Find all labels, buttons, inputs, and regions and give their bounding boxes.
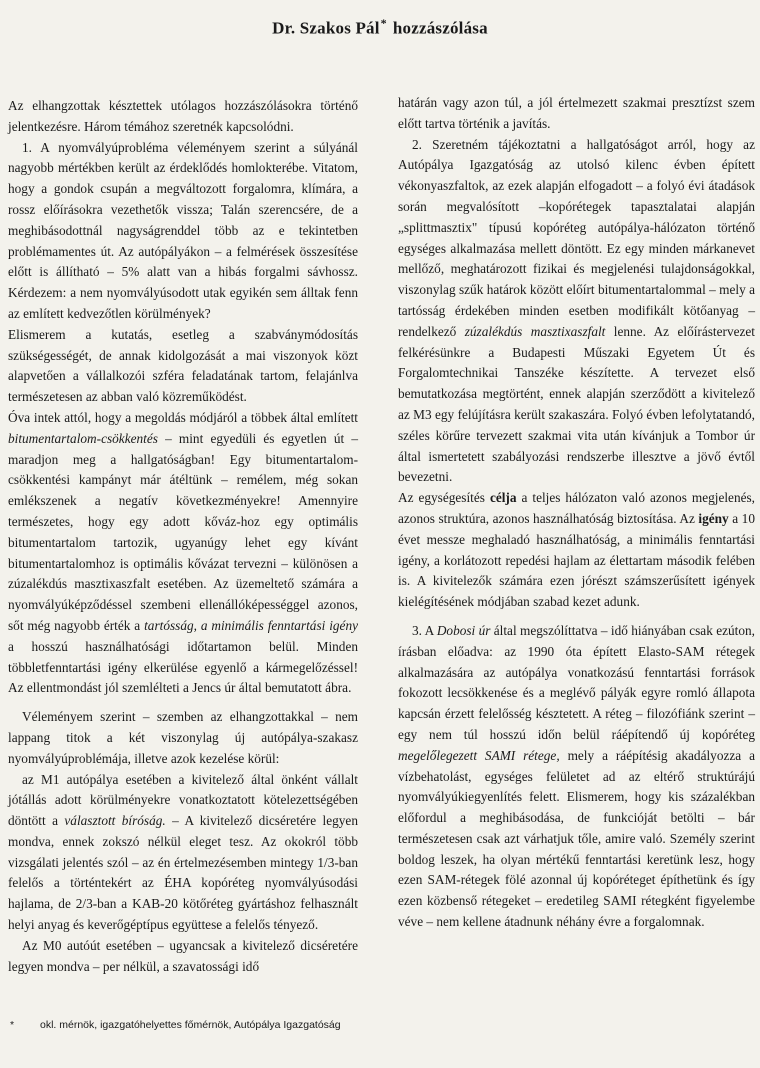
right-paragraph-3: Az egységesítés célja a teljes hálózaton való azonos megjelenés, azonos struktúra, azonos használhatóság biztosítása. Az igény a 10 évet messze meghaladó használhatóság, a minimális fenntartási igény, a korlátozott repedési hajlam az élettartam második felében is. A kivitelezők számára ezen jórészt számszerűsített igények kielégítésének módjában szabad kezet adunk. [398, 490, 755, 610]
title-rest: hozzászólása [392, 18, 488, 38]
left-paragraph-1: Az elhangzottak késztettek utólagos hozzászólásokra történő jelentkezésre. Három témához szeretnék kapcsolódni. [8, 98, 358, 134]
left-paragraph-5: Véleményem szerint – szemben az elhangzottakkal – nem lappang titok a két viszonylag új autópálya-szakasz nyomvályúproblémája, illetve azok kezelése körül: [8, 709, 358, 766]
left-paragraph-3: Elismerem a kutatás, esetleg a szabványmódosítás szükségességét, de annak kidolgozását a mai viszonyok közt alapvetően a vállalkozói szféra feladatának tartom, felajánlva természetesen az abban való közreműködést. [8, 326, 358, 405]
left-column [8, 96, 358, 977]
footnote [10, 1019, 341, 1031]
right-paragraph-4: 3. A Dobosi úr által megszólíttatva – idő hiányában csak ezúton, írásban előadva: az 1990 óta épített Elasto-SAM rétegek alkalmazására az autópálya vonatkozású fenntartási források fokozott lecsökkenése és a meglévő pályák egyre romló állapota kapcsán érzett felelősség késztetett. A réteg – filozófiánk szerint – egy nem túl hosszú időn belül ráépítendő új kopóréteg megelőlegezett SAMI rétege, mely a ráépítésig akadályozza a vízbehatolást, egységes felületet ad az eltérő struktúrájú nyomvályúkiegyenlítés felett. Elismerem, hogy kis százalékban előfordul a meghibásodása, de funkcióját betölti – bár természetesen csak azt várhatjuk tőle, amire való. Személy szerint boldog leszek, ha olyan mértékű fenntartási keretünk lesz, hogy ezen SAM-rétegek fölé azonnal új kopóréteget építhetünk és így ezen közbenső rétegeket – eredetileg SAMI rétegként figyelembe véve – nem kellene átadnunk néhány évre a forgalomnak. [398, 622, 755, 930]
footnote-star: * [10, 1019, 15, 1031]
right-column [398, 93, 755, 933]
left-paragraph-2: 1. A nyomvályúprobléma véleményem szerint a súlyánál nagyobb mértékben került az érdeklődés homlokterébe. Vitatom, hogy a gondok csupán a megváltozott forgalomra, klímára, a rossz előírásokra vezethetők vissza; Talán szerencsére, de a meghibásodottnál nagyságrenddel több az e tekintetben problémamentes út. Az autópályákon – a felmérések összesítése előtt is állítható – 5% alatt van a hibás forgalmi sávhossz. Kérdezem: a nem nyomvályúsodott utak egyikén sem álltak fenn az említett kedvezőtlen körülmények? [8, 139, 358, 321]
author-name: Dr. Szakos Pál [272, 18, 380, 38]
bold-term: igény [698, 510, 729, 526]
right-paragraph-2: 2. Szeretném tájékoztatni a hallgatóságot arról, hogy az Autópálya Igazgatóság az utolsó kilenc évben épített vékonyaszfaltok, az ezek alapján elfogadott – a folyó évi átadások során megvalósított –kopórétegek tapasztalatai alapján „splittmasztix" típusú kopóréteg autópálya-hálózaton történő egységes alkalmazása mellett döntött. Ez egy minden márkanevet mellőző, meghatározott fizikai és megjelenési tulajdonságokkal, viszonylag szűk határok között előírt bitumentartalommal – mely a tartósság érdekében minden esetben modifikált kötőanyag – rendelkező zúzalékdús masztixaszfalt lenne. Az előírástervezet felkérésünkre a Budapesti Műszaki Egyetem Út és Forgalomtechnikai Tanszéke készítette. A tervezet első bemutatkozása megtörtént, ennek alapján szerződött a kivitelező az M3 egy felújításra került szakaszára. Folyó évben lefolytatandó, széles körűre tervezett szakmai vita után kívánjuk a Tombor úr által ismertetett szabályozási rendszerbe illesztve a jövő évtől bevezetni. [398, 136, 755, 485]
footnote-marker: * [380, 16, 387, 30]
left-paragraph-4: Óva intek attól, hogy a megoldás módjáról a többek által említett bitumentartalom-csökkentés – mint egyedüli és egyetlen út – maradjon meg a hallgatóságban! Egy bitumentartalom-csökkentési kampányt már átéltünk – remélem, még sokan emlékszenek a negatív következményekre! Amennyire természetes, hogy egy adott kőváz-hoz egy optimális bitumentartalom tartozik, ugyanúgy lehet egy kívánt bitumentartalomhoz is optimális kővázat tervezni – különösen a zúzalékdús masztixaszfalt esetében. Az üzemeltető számára a nyomvályúképződéssel szembeni ellenállóképességgel azonos, sőt még nagyobb érték a tartósság, a minimális fenntartási igény a hosszú használhatósági időtartamon belül. Minden többletfenntartási igény elkerülése egyenlő a kármegelőzéssel! Az ellentmondást jól szemlélteti a Jencs úr által bemutatott ábra. [8, 409, 358, 696]
footnote-text: okl. mérnök, igazgatóhelyettes főmérnök, Autópálya Igazgatóság [40, 1019, 341, 1031]
emphasis: bitumentartalom-csökkentés [8, 430, 158, 446]
right-paragraph-1: határán vagy azon túl, a jól értelmezett szakmai presztízst szem előtt tartva történik a javítás. [398, 95, 755, 131]
emphasis: tartósság, a minimális fenntartási igény [144, 617, 358, 633]
bold-term: célja [489, 490, 517, 506]
left-paragraph-7: Az M0 autóút esetében – ugyancsak a kivitelező dicséretére legyen mondva – per nélkül, a szavatossági idő [8, 937, 358, 974]
article-title [0, 16, 760, 39]
emphasis: zúzalékdús masztixaszfalt [464, 323, 606, 339]
left-paragraph-6: az M1 autópálya esetében a kivitelező által önként vállalt jótállás adott körülményekre vonatkoztatott kötelezettségében döntött a választott bíróság. – A kivitelező dicséretére legyen mondva, ennek zokszó nélkül eleget tesz. Az okokról több vizsgálati jelentés szól – az én értelmezésemben mintegy 1/3-ban felelős a történtekért az ÉHA kopóréteg nyomvályúsodási hajlama, de 2/3-ban a KAB-20 kötőréteg gyártáshoz felhasznált helyi anyag és keverőgéptípus együttese a felelős tényező. [8, 771, 358, 933]
emphasis: választott bíróság. [64, 813, 166, 829]
emphasis: megelőlegezett SAMI rétege, [398, 747, 560, 763]
emphasis: Dobosi úr [436, 622, 491, 638]
